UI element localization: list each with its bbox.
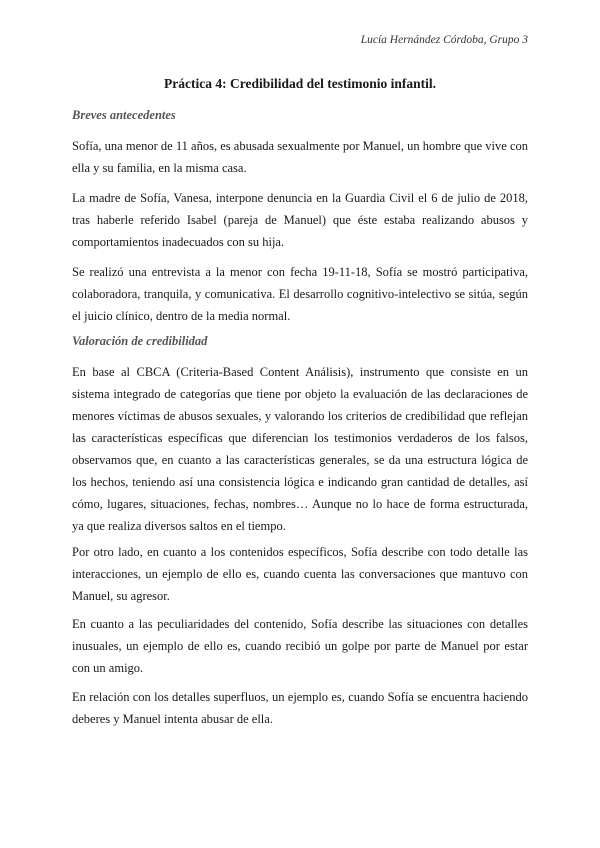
header-author: Lucía Hernández Córdoba, Grupo 3	[360, 34, 528, 46]
paragraph: La madre de Sofía, Vanesa, interpone denuncia en la Guardia Civil el 6 de julio de 2018, tras haberle referido Isabel (pareja de Manuel) que éste estaba realizando abusos y comportamientos inadecuados con su hija.	[72, 191, 528, 249]
paragraph: En relación con los detalles superfluos, un ejemplo es, cuando Sofía se encuentra haciendo deberes y Manuel intenta abusar de ella.	[72, 690, 528, 726]
page-title: Práctica 4: Credibilidad del testimonio infantil.	[164, 76, 436, 91]
section-heading-antecedentes: Breves antecedentes	[72, 108, 176, 122]
paragraph: Por otro lado, en cuanto a los contenidos específicos, Sofía describe con todo detalle las interacciones, un ejemplo de ello es, cuando cuenta las conversaciones que mantuvo con Manuel, su agresor.	[72, 545, 528, 603]
paragraph: En base al CBCA (Criteria-Based Content Análisis), instrumento que consiste en un sistema integrado de categorías que tiene por objeto la evaluación de las declaraciones de menores víctimas de abusos sexuales, y valorando los criterios de credibilidad que reflejan las características específicas que diferencian los testimonios verdaderos de los falsos, observamos que, en cuanto a las características generales, se da una estructura lógica de los hechos, teniendo así una consistencia lógica e indicando gran cantidad de detalles, así cómo, lugares, situaciones, fechas, nombres… Aunque no lo hace de forma estructurada, ya que realiza diversos saltos en el tiempo.	[72, 365, 528, 533]
paragraph: Sofía, una menor de 11 años, es abusada sexualmente por Manuel, un hombre que vive con ella y su familia, en la misma casa.	[72, 139, 528, 175]
section-heading-valoracion: Valoración de credibilidad	[72, 334, 208, 348]
paragraph: Se realizó una entrevista a la menor con fecha 19-11-18, Sofía se mostró participativa, colaboradora, tranquila, y comunicativa. El desarrollo cognitivo-intelectivo se sitúa, según el juicio clínico, dentro de la media normal.	[72, 265, 528, 323]
paragraph: En cuanto a las peculiaridades del contenido, Sofía describe las situaciones con detalles inusuales, un ejemplo de ello es, cuando recibió un golpe por parte de Manuel por estar con un amigo.	[72, 617, 528, 675]
